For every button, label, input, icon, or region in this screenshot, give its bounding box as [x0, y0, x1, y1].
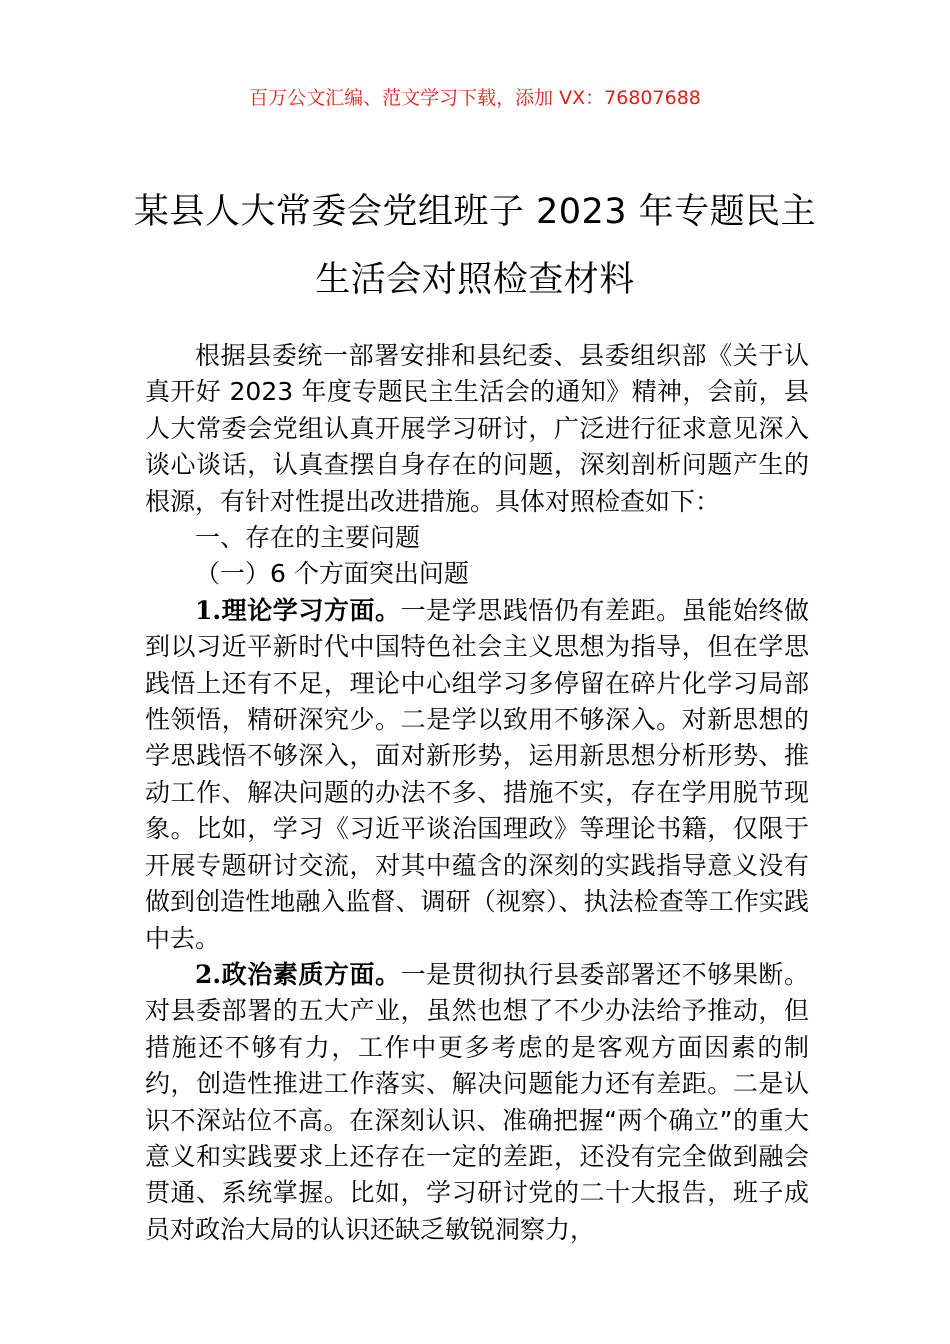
document-body: [145, 338, 809, 1248]
item-2-lead: 2.政治素质方面。: [195, 959, 401, 989]
subsection-heading-1: （一）6 个方面突出问题: [195, 559, 469, 589]
item-1-text: 一是学思践悟仍有差距。虽能始终做到以习近平新时代中国特色社会主义思想为指导，但在学思践悟上还有不足，理论中心组学习多停留在碎片化学习局部性领悟，精研深究少。二是学以致用不够深入。对新思想的学思践悟不够深入，面对新形势，运用新思想分析形势、推动工作、解决问题的办法不多、措施不实，存在学用脱节现象。比如，学习《习近平谈治国理政》等理论书籍，仅限于开展专题研讨交流，对其中蕴含的深刻的实践指导意义没有做到创造性地融入监督、调研（视察）、执法检查等工作实践中去。: [145, 595, 809, 953]
watermark-banner: 百万公文汇编、范文学习下载，添加 VX：76807688: [249, 87, 701, 109]
section-heading-1: 一、存在的主要问题: [195, 523, 421, 553]
item-1-paragraph: [145, 593, 809, 957]
item-2-text: 一是贯彻执行县委部署还不够果断。对县委部署的五大产业，虽然也想了不少办法给予推动，但措施还不够有力，工作中更多考虑的是客观方面因素的制约，创造性推进工作落实、解决问题能力还有差距。二是认识不深站位不高。在深刻认识、准确把握“两个确立”的重大意义和实践要求上还存在一定的差距，还没有完全做到融会贯通、系统掌握。比如，学习研讨党的二十大报告，班子成员对政治大局的认识还缺乏敏锐洞察力，: [145, 959, 809, 1244]
document-title: 某县人大常委会党组班子 2023 年专题民主生活会对照检查材料: [133, 192, 817, 300]
item-2-paragraph: [145, 957, 809, 1248]
intro-paragraph: 根据县委统一部署安排和县纪委、县委组织部《关于认真开好 2023 年度专题民主生活会的通知》精神，会前，县人大常委会党组认真开展学习研讨，广泛进行征求意见深入谈心谈话，认真查摆自身存在的问题，深刻剖析问题产生的根源，有针对性提出改进措施。具体对照检查如下：: [145, 341, 809, 516]
item-1-lead: 1.理论学习方面。: [195, 595, 401, 625]
